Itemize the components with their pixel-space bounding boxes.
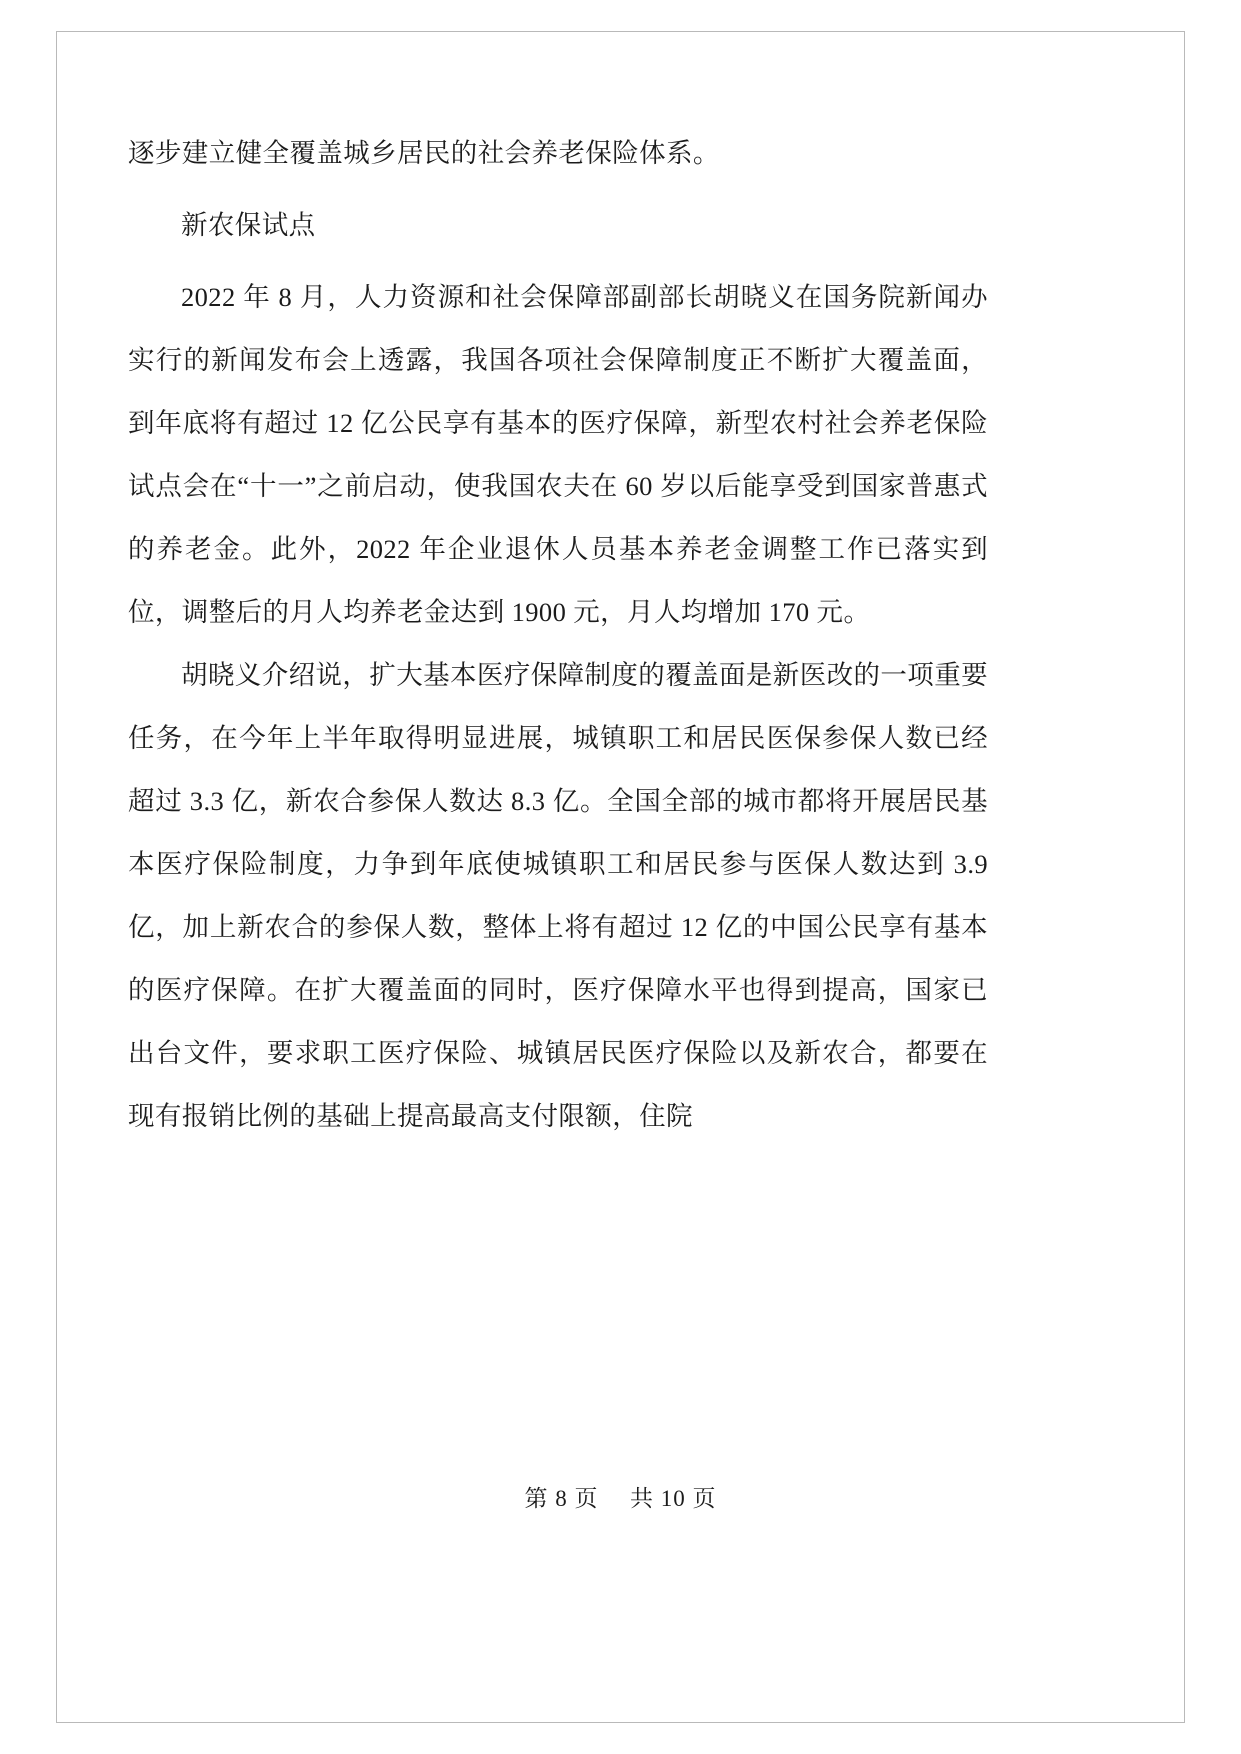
page-footer [0,1480,1241,1513]
footer-current-page: 第 8 页 [524,1486,599,1511]
paragraph-spacer [128,185,988,194]
paragraph-body-2: 胡晓义介绍说，扩大基本医疗保障制度的覆盖面是新医改的一项重要任务，在今年上半年取得明显进展，城镇职工和居民医保参保人数已经超过 3.3 亿，新农合参保人数达 8.3 亿。全国全部的城市都将开展居民基本医疗保险制度，力争到年底使城镇职工和居民参与医保人数达到 3.9 亿，加上新农合的参保人数，整体上将有超过 12 亿的中国公民享有基本的医疗保障。在扩大覆盖面的同时，医疗保障水平也得到提高，国家已出台文件，要求职工医疗保险、城镇居民医疗保险以及新农合，都要在现有报销比例的基础上提高最高支付限额，住院 [128,660,996,1131]
paragraph-continuation: 逐步建立健全覆盖城乡居民的社会养老保险体系。 [128,138,720,168]
paragraph-spacer [128,257,988,266]
paragraph-body-1: 2022 年 8 月，人力资源和社会保障部副部长胡晓义在国务院新闻办实行的新闻发布会上透露，我国各项社会保障制度正不断扩大覆盖面，到年底将有超过 12 亿公民享有基本的医疗保障，新型农村社会养老保险试点会在“十一”之前启动，使我国农夫在 60 岁以后能享受到国家普惠式的养老金。此外，2022 年企业退休人员基本养老金调整工作已落实到位，调整后的月人均养老金达到 1900 元，月人均增加 170 元。 [128,282,988,627]
section-heading-new-rural-pension: 新农保试点 [181,210,316,240]
footer-total-pages: 共 10 页 [630,1486,717,1511]
page-content [128,122,996,1148]
